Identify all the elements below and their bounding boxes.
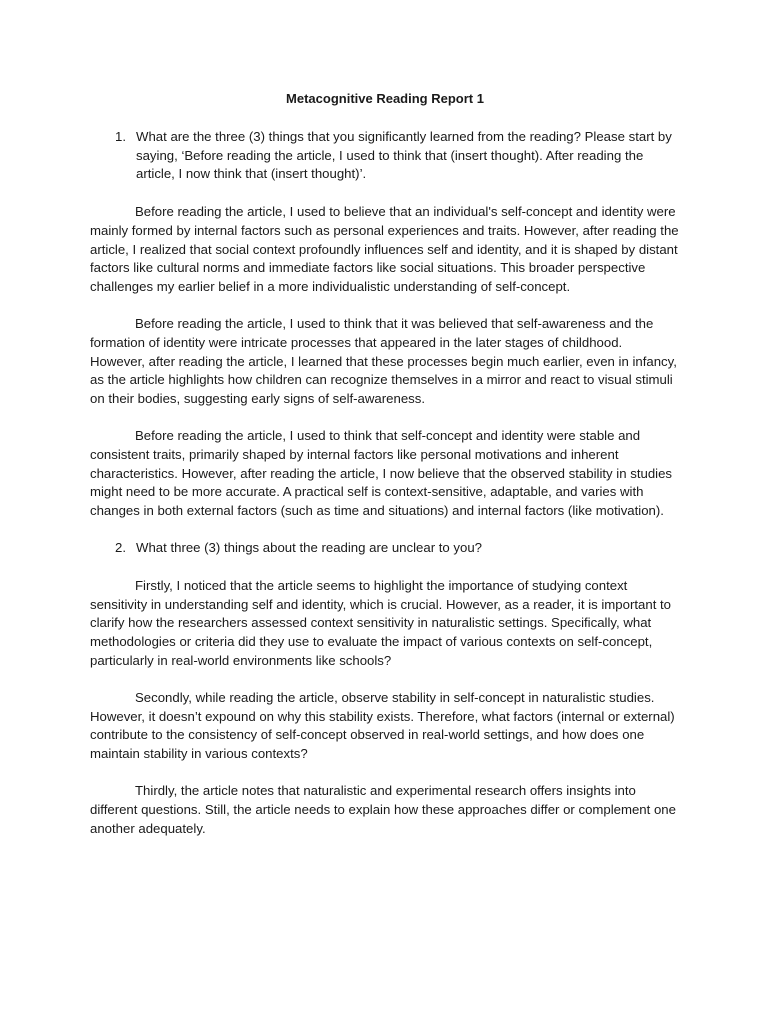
question-1 — [90, 128, 680, 184]
answer-paragraph: Thirdly, the article notes that naturalistic and experimental research offers insights into different questions. Still, the article needs to explain how these approaches differ or complement one another adequately. — [90, 783, 676, 836]
question-text: What three (3) things about the reading are unclear to you? — [136, 540, 483, 556]
answer-paragraph: Before reading the article, I used to think that it was believed that self-awareness and the formation of identity were intricate processes that appeared in the later stages of childhood. However, after reading the article, I learned that these processes begin much earlier, even in infancy, as the article highlights how children can recognize themselves in a mirror and react to visual stimuli on their bodies, suggesting early signs of self-awareness. — [90, 316, 677, 406]
answer-paragraph: Secondly, while reading the article, observe stability in self-concept in naturalistic studies. However, it doesn’t expound on why this stability exists. Therefore, what factors (internal or external) contribute to the consistency of self-concept observed in real-world settings, and how does one maintain stability in various contexts? — [90, 689, 675, 761]
document-title: Metacognitive Reading Report 1 — [286, 91, 484, 106]
question-number: 2. — [115, 540, 126, 556]
answer-paragraph: Before reading the article, I used to think that self-concept and identity were stable and consistent traits, primarily shaped by internal factors like personal motivations and inherent characteristics. However, after reading the article, I now believe that the observed stability in studies might need to be more accurate. A practical self is context-sensitive, adaptable, and varies with changes in both external factors (such as time and situations) and internal factors (like motivation). — [90, 428, 673, 518]
question-2 — [90, 539, 680, 558]
question-text: What are the three (3) things that you significantly learned from the reading? Please start by saying, ‘Before reading the article, I used to think that (insert thought). After reading the article, I now think that (insert thought)’. — [136, 129, 672, 182]
answer-paragraph: Firstly, I noticed that the article seems to highlight the importance of studying context sensitivity in understanding self and identity, which is crucial. However, as a reader, it is important to clarify how the researchers assessed context sensitivity in naturalistic settings. Specifically, what methodologies or criteria did they use to evaluate the impact of various contexts on self-concept, particularly in real-world environments like schools? — [90, 577, 672, 668]
question-number: 1. — [115, 129, 126, 144]
answer-paragraph: Before reading the article, I used to believe that an individual's self-concept and identity were mainly formed by internal factors such as personal experiences and traits. However, after reading the article, I realized that social context profoundly influences self and identity, and it is shaped by distant factors like cultural norms and immediate factors like social situations. This broader perspective challenges my earlier belief in a more individualistic understanding of self-concept. — [90, 204, 679, 294]
